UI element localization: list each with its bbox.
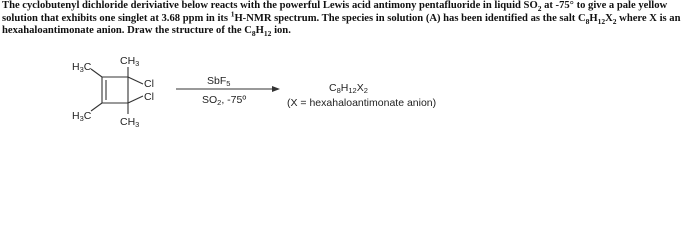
methyl-label-top-left: $H_3C$	[72, 61, 92, 74]
chlorine-label-1: Cl	[144, 78, 154, 90]
chlorine-label-2: Cl	[144, 91, 154, 103]
bond-methyl-top-left	[91, 69, 102, 77]
reagent-above-arrow: SbF$_5$	[207, 75, 231, 88]
reagent-below-arrow: $SO_2$, -75º	[202, 94, 247, 107]
methyl-label-top-right: $CH_3$	[120, 55, 140, 68]
question-text: The cyclobutenyl dichloride deriviative below reacts with the powerful Lewis acid antimony pentafluoride in liquid $SO_2$ at -75° to give a pale yellow solution that exhibits one singlet at 3.68 ppm in its $^1$H-NMR spectrum. The species in solution (A) has been identified as the salt $C_8H_{12}X_2$ where X is an hexahaloantimonate anion. Draw the structure of the $C_8H_{12}$ ion.	[2, 0, 681, 39]
bond-methyl-bottom-left	[91, 103, 102, 111]
product-formula: $C_8H_{12}X_2$	[329, 82, 368, 95]
methyl-label-bottom-right: $CH_3$	[120, 116, 140, 129]
bond-cl-2	[128, 96, 143, 103]
reaction-arrow-head	[272, 86, 280, 92]
bond-cl-1	[128, 77, 143, 84]
methyl-label-bottom-left: $H_3C$	[72, 110, 92, 123]
product-note: (X = hexahaloantimonate anion)	[287, 97, 437, 109]
